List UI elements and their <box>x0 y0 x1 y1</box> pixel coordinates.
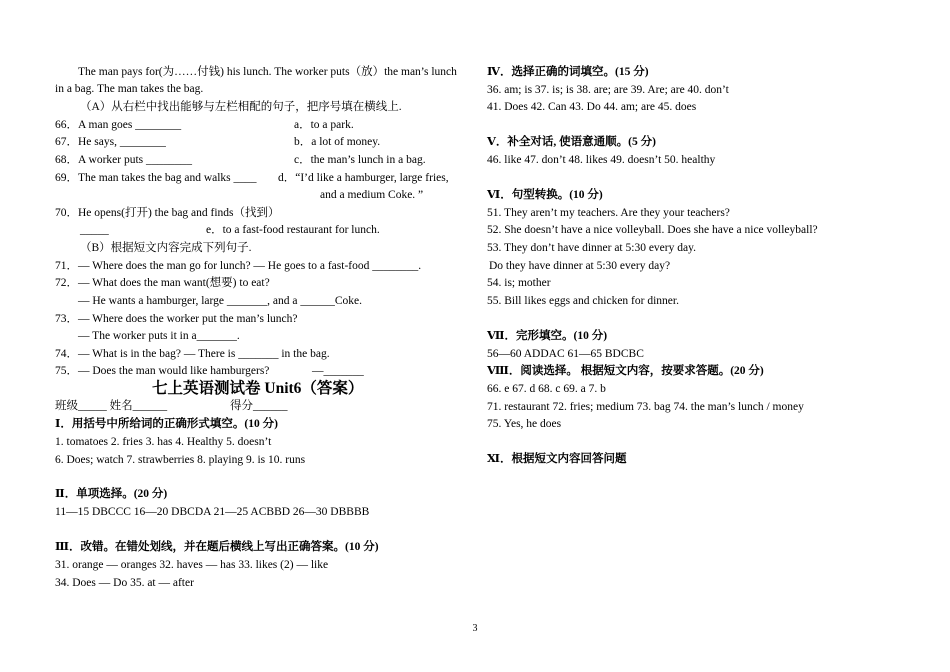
section-6-line-3: 53. They don’t have dinner at 5:30 every day. <box>487 242 696 254</box>
option-c: c．the man’s lunch in a bag. <box>294 154 426 166</box>
section-1-line-1: 1. tomatoes 2. fries 3. has 4. Healthy 5. doesn’t <box>55 436 272 448</box>
section-5-title: Ⅴ．补全对话, 使语意通顺。(5 分) <box>487 136 656 148</box>
page-title: 七上英语测试卷 Unit6（答案） <box>152 380 364 397</box>
question-72: 72．— What does the man want(想要) to eat? <box>55 277 270 289</box>
question-73-answer-line: — The worker puts it in a_______. <box>78 330 240 342</box>
section-7-line-1: 56—60 ADDAC 61—65 BDCBC <box>487 348 644 360</box>
section-2-title: Ⅱ．单项选择。(20 分) <box>55 488 168 500</box>
section-4-line-1: 36. am; is 37. is; is 38. are; are 39. Are; are 40. don’t <box>487 84 729 96</box>
section-4-title: Ⅳ．选择正确的词填空。(15 分) <box>487 66 649 78</box>
section-3-title: Ⅲ．改错。在错处划线，并在题后横线上写出正确答案。(10 分) <box>55 541 379 553</box>
option-b: b．a lot of money. <box>294 136 381 148</box>
section-8-line-2: 71. restaurant 72. fries; medium 73. bag 74. the man’s lunch / money <box>487 401 804 413</box>
class-name-field: 班级_____ 姓名______ <box>55 400 168 412</box>
section-8-line-3: 75. Yes, he does <box>487 418 562 430</box>
section-2-line-1: 11—15 DBCCC 16—20 DBCDA 21—25 ACBBD 26—30 DBBBB <box>55 506 370 518</box>
section-3-line-1: 31. orange — oranges 32. haves — has 33. likes (2) — like <box>55 559 329 571</box>
part-b-instruction: （B）根据短文内容完成下列句子. <box>80 242 252 254</box>
section-6-line-1: 51. They aren’t my teachers. Are they your teachers? <box>487 207 730 219</box>
section-6-title: Ⅵ．句型转换。(10 分) <box>487 189 603 201</box>
section-6-line-2: 52. She doesn’t have a nice volleyball. Does she have a nice volleyball? <box>487 224 818 236</box>
section-1-line-2: 6. Does; watch 7. strawberries 8. playing 9. is 10. runs <box>55 454 306 466</box>
question-71: 71．— Where does the man go for lunch? — He goes to a fast-food ________. <box>55 260 422 272</box>
page-number: 3 <box>472 623 478 634</box>
question-66: 66．A man goes ________ <box>55 119 182 131</box>
question-67: 67．He says, ________ <box>55 136 166 148</box>
score-field: 得分______ <box>230 400 288 412</box>
section-8-title: Ⅷ．阅读选择。 根据短文内容，按要求答题。(20 分) <box>487 365 764 377</box>
question-72-answer-line: — He wants a hamburger, large _______, and a ______Coke. <box>78 295 362 307</box>
section-3-line-2: 34. Does — Do 35. at — after <box>55 577 194 589</box>
question-70: 70．He opens(打开) the bag and finds（找到） <box>55 207 280 219</box>
section-1-title: Ⅰ．用括号中所给词的正确形式填空。(10 分) <box>55 418 278 430</box>
option-a: a．to a park. <box>294 119 354 131</box>
part-a-instruction: （A）从右栏中找出能够与左栏相配的句子，把序号填在横线上. <box>80 101 402 113</box>
question-70-blank: _____ <box>80 224 109 236</box>
option-d: d．“I’d like a hamburger, large fries, <box>278 172 449 184</box>
question-68: 68．A worker puts ________ <box>55 154 193 166</box>
question-73: 73．— Where does the worker put the man’s lunch? <box>55 313 298 325</box>
question-74: 74．— What is in the bag? — There is _______ in the bag. <box>55 348 330 360</box>
section-7-title: Ⅶ．完形填空。(10 分) <box>487 330 608 342</box>
section-11-title: Ⅺ．根据短文内容回答问题 <box>487 453 627 465</box>
question-75: 75．— Does the man would like hamburgers? <box>55 365 270 377</box>
passage-line-2: in a bag. The man takes the bag. <box>55 83 204 95</box>
section-5-line-1: 46. like 47. don’t 48. likes 49. doesn’t 50. healthy <box>487 154 716 166</box>
question-69: 69．The man takes the bag and walks ____ <box>55 172 257 184</box>
option-d-continued: and a medium Coke. ” <box>320 189 424 201</box>
section-4-line-2: 41. Does 42. Can 43. Do 44. am; are 45. does <box>487 101 697 113</box>
section-6-line-6: 55. Bill likes eggs and chicken for dinner. <box>487 295 679 307</box>
section-6-line-5: 54. is; mother <box>487 277 551 289</box>
section-6-line-4: Do they have dinner at 5:30 every day? <box>489 260 671 272</box>
option-e: e．to a fast-food restaurant for lunch. <box>206 224 380 236</box>
question-75-answer-line: —_______ <box>312 365 364 377</box>
section-8-line-1: 66. e 67. d 68. c 69. a 7. b <box>487 383 606 395</box>
passage-line-1: The man pays for(为……付钱) his lunch. The worker puts（放）the man’s lunch <box>78 66 457 78</box>
